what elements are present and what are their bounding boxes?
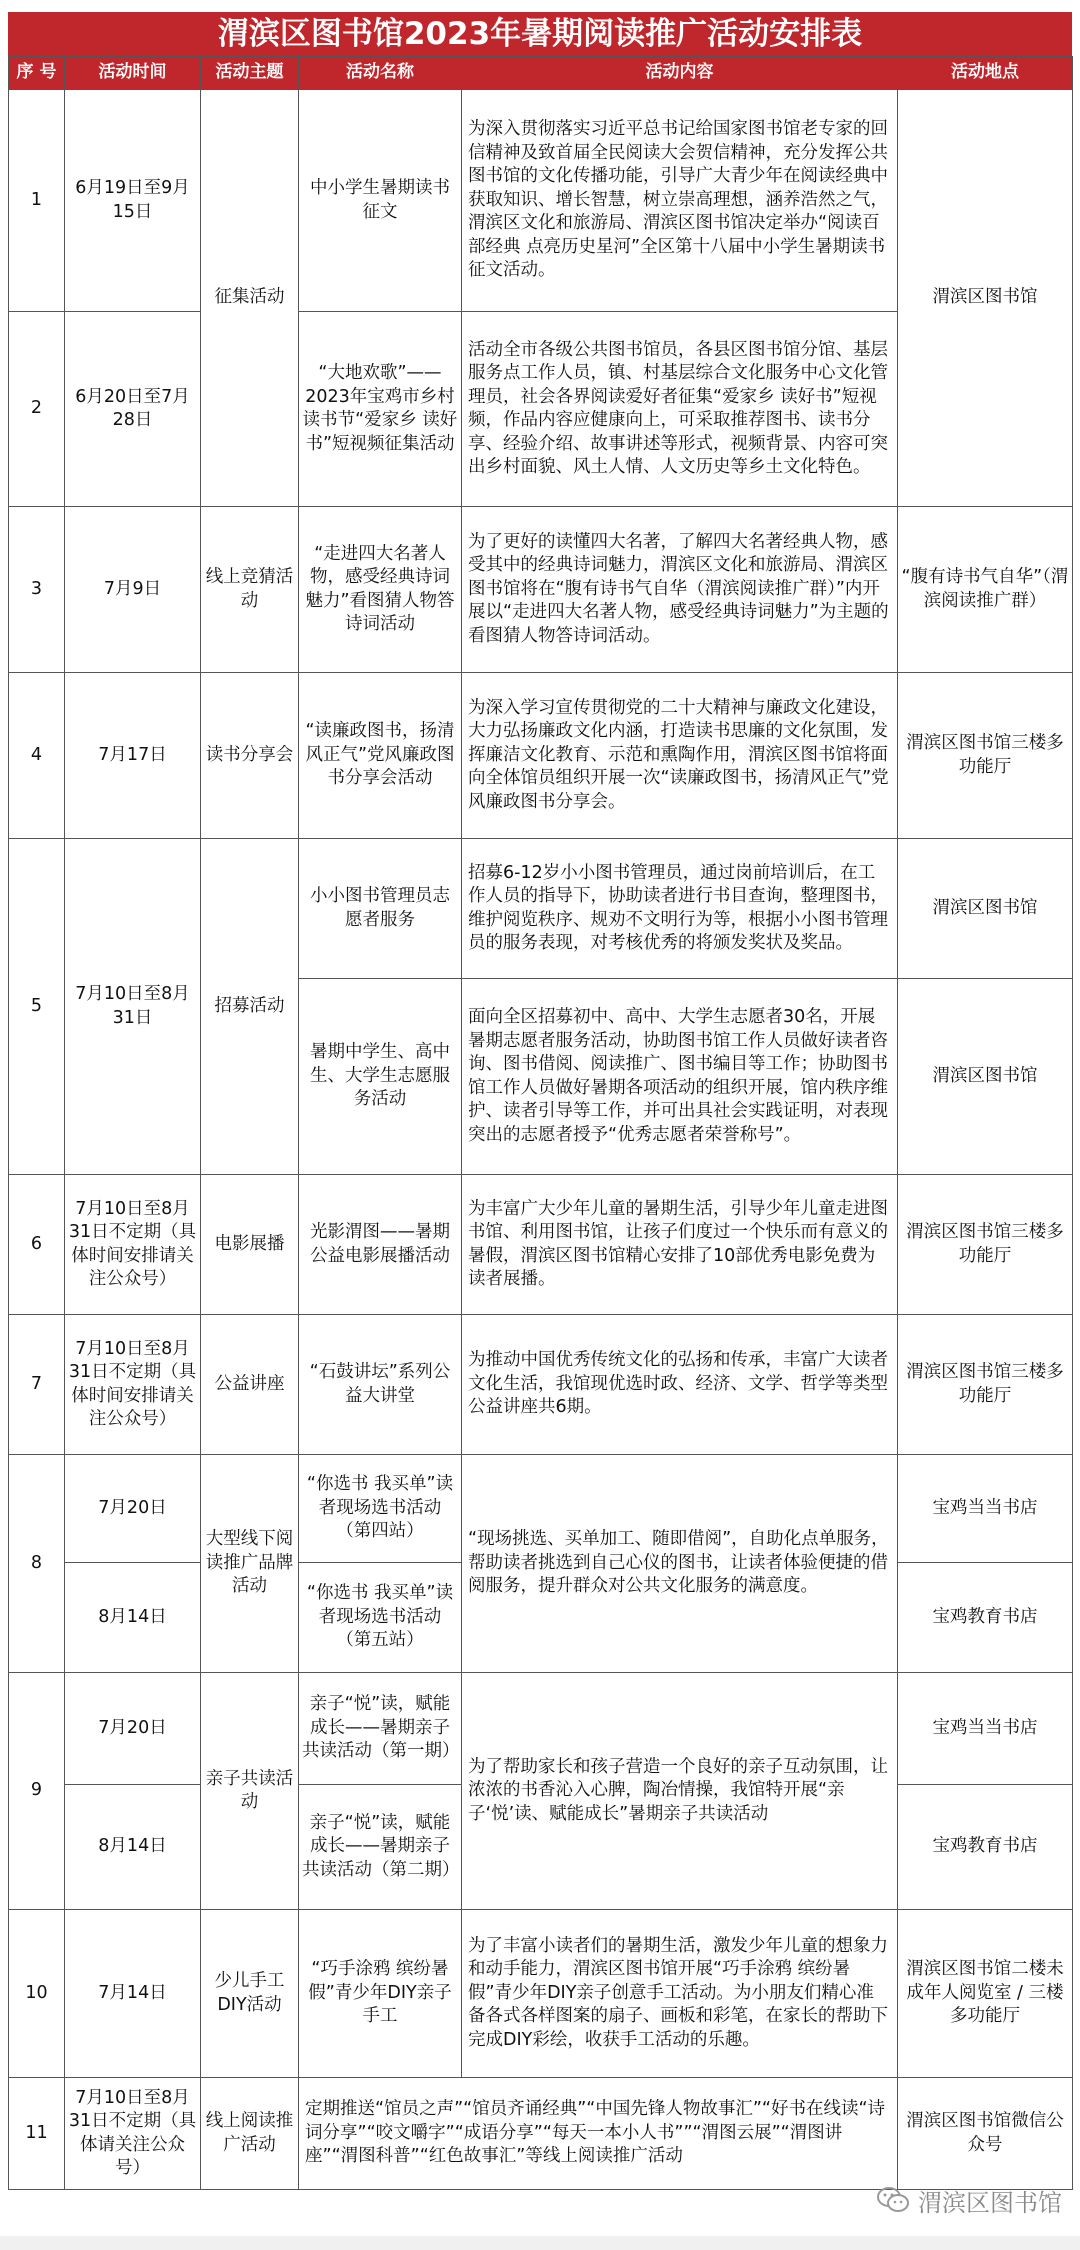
row-content: “现场挑选、买单加工、随即借阅”，自助化点单服务，帮助读者挑选到自己心仪的图书，让读者体验便捷的借阅服务，提升群众对公共文化服务的满意度。 [462,1455,898,1673]
row-theme: 线上竞猜活动 [201,507,299,673]
row-activity-name: “巧手涂鸦 缤纷暑假”青少年DIY亲子手工 [299,1910,462,2078]
header-time: 活动时间 [65,57,201,90]
row-place: 宝鸡教育书店 [898,1785,1073,1910]
row-place: “腹有诗书气自华”（渭滨阅读推广群） [898,507,1073,673]
table-row [9,839,1073,979]
table-row [9,1315,1073,1455]
row-time: 7月20日 [65,1673,201,1785]
row-content: 为深入贯彻落实习近平总书记给国家图书馆老专家的回信精神及致首届全民阅读大会贺信精神，充分发挥公共图书馆的文化传播功能，引导广大青少年在阅读经典中获取知识、增长智慧，树立崇高理想，涵养浩然之气，渭滨区文化和旅游局、渭滨区图书馆决定举办“阅读百部经典 点亮历史星河”全区第十八届中小学生暑期读书征文活动。 [462,90,898,312]
row-activity-name: 亲子“悦”读，赋能成长——暑期亲子共读活动（第二期） [299,1785,462,1910]
row-place: 渭滨区图书馆微信公众号 [898,2078,1073,2190]
row-no: 11 [9,2078,65,2190]
row-theme: 征集活动 [201,90,299,507]
row-theme: 少儿手工DIY活动 [201,1910,299,2078]
row-theme: 招募活动 [201,839,299,1175]
row-theme: 线上阅读推广活动 [201,2078,299,2190]
row-activity-name: “走进四大名著人物，感受经典诗词魅力”看图猜人物答诗词活动 [299,507,462,673]
row-activity-name: 暑期中学生、高中生、大学生志愿服务活动 [299,979,462,1175]
row-no: 7 [9,1315,65,1455]
row-no: 2 [9,312,65,507]
row-time: 6月19日至9月15日 [65,90,201,312]
row-content: 为丰富广大少年儿童的暑期生活，引导少年儿童走进图书馆、利用图书馆，让孩子们度过一个快乐而有意义的暑假，渭滨区图书馆精心安排了10部优秀电影免费为读者展播。 [462,1175,898,1315]
header-place: 活动地点 [898,57,1073,90]
row-place: 宝鸡当当书店 [898,1673,1073,1785]
row-no: 3 [9,507,65,673]
table-row [9,673,1073,839]
row-theme: 读书分享会 [201,673,299,839]
table-row [9,507,1073,673]
row-theme: 电影展播 [201,1175,299,1315]
schedule-table [8,56,1073,2190]
row-content: 为了更好的读懂四大名著，了解四大名著经典人物，感受其中的经典诗词魅力，渭滨区文化和旅游局、渭滨区图书馆将在“腹有诗书气自华（渭滨阅读推广群）”内开展以“走进四大名著人物，感受经典诗词魅力”为主题的看图猜人物答诗词活动。 [462,507,898,673]
row-activity-name: “你选书 我买单”读者现场选书活动（第五站） [299,1563,462,1673]
row-no: 5 [9,839,65,1175]
footer-watermark [876,2180,1062,2220]
row-no: 6 [9,1175,65,1315]
row-no: 8 [9,1455,65,1673]
row-time: 7月17日 [65,673,201,839]
row-place: 渭滨区图书馆 [898,979,1073,1175]
row-theme: 公益讲座 [201,1315,299,1455]
row-content: 招募6-12岁小小图书管理员，通过岗前培训后，在工作人员的指导下，协助读者进行书目查询，整理图书，维护阅览秩序、规劝不文明行为等，根据小小图书管理员的服务表现，对考核优秀的将颁发奖状及奖品。 [462,839,898,979]
row-time: 7月10日至8月31日 [65,839,201,1175]
row-content: 为深入学习宣传贯彻党的二十大精神与廉政文化建设，大力弘扬廉政文化内涵，打造读书思廉的文化氛围，发挥廉洁文化教育、示范和熏陶作用，渭滨区图书馆将面向全体馆员组织开展一次“读廉政图书，扬清风正气”党风廉政图书分享会。 [462,673,898,839]
row-place: 渭滨区图书馆 [898,90,1073,507]
row-content: 为推动中国优秀传统文化的弘扬和传承，丰富广大读者文化生活，我馆现优选时政、经济、文学、哲学等类型公益讲座共6期。 [462,1315,898,1455]
wechat-icon [876,2186,910,2214]
row-activity-name: “你选书 我买单”读者现场选书活动（第四站） [299,1455,462,1563]
table-row [9,2078,1073,2190]
row-activity-name: “石鼓讲坛”系列公益大讲堂 [299,1315,462,1455]
row-theme: 亲子共读活动 [201,1673,299,1910]
row-place: 渭滨区图书馆三楼多功能厅 [898,673,1073,839]
row-time: 7月20日 [65,1455,201,1563]
row-no: 1 [9,90,65,312]
row-content: 为了帮助家长和孩子营造一个良好的亲子互动氛围，让浓浓的书香沁入心脾，陶冶情操，我馆特开展“亲子‘悦’读、赋能成长”暑期亲子共读活动 [462,1673,898,1910]
row-activity-name: “读廉政图书，扬清风正气”党风廉政图书分享会活动 [299,673,462,839]
row-activity-name: “大地欢歌”——2023年宝鸡市乡村读书节“爱家乡 读好书”短视频征集活动 [299,312,462,507]
header-name: 活动名称 [299,57,462,90]
row-place: 渭滨区图书馆三楼多功能厅 [898,1175,1073,1315]
row-activity-name: 中小学生暑期读书征文 [299,90,462,312]
header-no: 序 号 [9,57,65,90]
table-row [9,1910,1073,2078]
row-activity-name: 小小图书管理员志愿者服务 [299,839,462,979]
header-theme: 活动主题 [201,57,299,90]
table-row [9,1673,1073,1785]
row-place: 渭滨区图书馆三楼多功能厅 [898,1315,1073,1455]
row-place: 宝鸡教育书店 [898,1563,1073,1673]
row-time: 7月10日至8月31日不定期（具体时间安排请关注公众号） [65,1175,201,1315]
header-row [9,57,1073,90]
row-activity-name: 亲子“悦”读，赋能成长——暑期亲子共读活动（第一期） [299,1673,462,1785]
row-place: 宝鸡当当书店 [898,1455,1073,1563]
row-time: 6月20日至7月28日 [65,312,201,507]
row-content: 面向全区招募初中、高中、大学生志愿者30名，开展暑期志愿者服务活动，协助图书馆工作人员做好读者咨询、图书借阅、阅读推广、图书编目等工作；协助图书馆工作人员做好暑期各项活动的组织开展，馆内秩序维护、读者引导等工作，并可出具社会实践证明，对表现突出的志愿者授予“优秀志愿者荣誉称号”。 [462,979,898,1175]
row-time: 7月10日至8月31日不定期（具体请关注公众号） [65,2078,201,2190]
row-content: 为了丰富小读者们的暑期生活，激发少年儿童的想象力和动手能力，渭滨区图书馆开展“巧手涂鸦 缤纷暑假”青少年DIY亲子创意手工活动。为小朋友们精心准备各式各样图案的扇子、画板和彩笔，在家长的帮助下完成DIY彩绘，收获手工活动的乐趣。 [462,1910,898,2078]
row-time: 7月10日至8月31日不定期（具体时间安排请关注公众号） [65,1315,201,1455]
row-theme: 大型线下阅读推广品牌活动 [201,1455,299,1673]
table-row [9,1455,1073,1563]
row-activity-name: 光影渭图——暑期公益电影展播活动 [299,1175,462,1315]
table-row [9,90,1073,312]
row-no: 10 [9,1910,65,2078]
footer-account-name: 渭滨区图书馆 [918,2188,1062,2217]
row-place: 渭滨区图书馆二楼未成年人阅览室 / 三楼多功能厅 [898,1910,1073,2078]
page-title: 渭滨区图书馆2023年暑期阅读推广活动安排表 [8,12,1072,56]
row-time: 7月9日 [65,507,201,673]
table-row [9,1175,1073,1315]
row-time: 8月14日 [65,1785,201,1910]
row-content: 定期推送“馆员之声”“馆员齐诵经典”“中国先锋人物故事汇”“好书在线读“诗词分享”“咬文嚼字”“成语分享”“每天一本小人书””“渭图云展”“渭图讲座”“渭图科普”“红色故事汇”等线上阅读推广活动 [299,2078,898,2190]
row-no: 4 [9,673,65,839]
row-no: 9 [9,1673,65,1910]
bottom-strip [0,2236,1080,2250]
header-content: 活动内容 [462,57,898,90]
row-place: 渭滨区图书馆 [898,839,1073,979]
row-time: 8月14日 [65,1563,201,1673]
row-content: 活动全市各级公共图书馆员，各县区图书馆分馆、基层服务点工作人员，镇、村基层综合文化服务中心文化管理员，社会各界阅读爱好者征集“爱家乡 读好书”短视频，作品内容应健康向上，可采取推荐图书、读书分享、经验介绍、故事讲述等形式，视频背景、内容可突出乡村面貌、风土人情、人文历史等乡土文化特色。 [462,312,898,507]
row-time: 7月14日 [65,1910,201,2078]
